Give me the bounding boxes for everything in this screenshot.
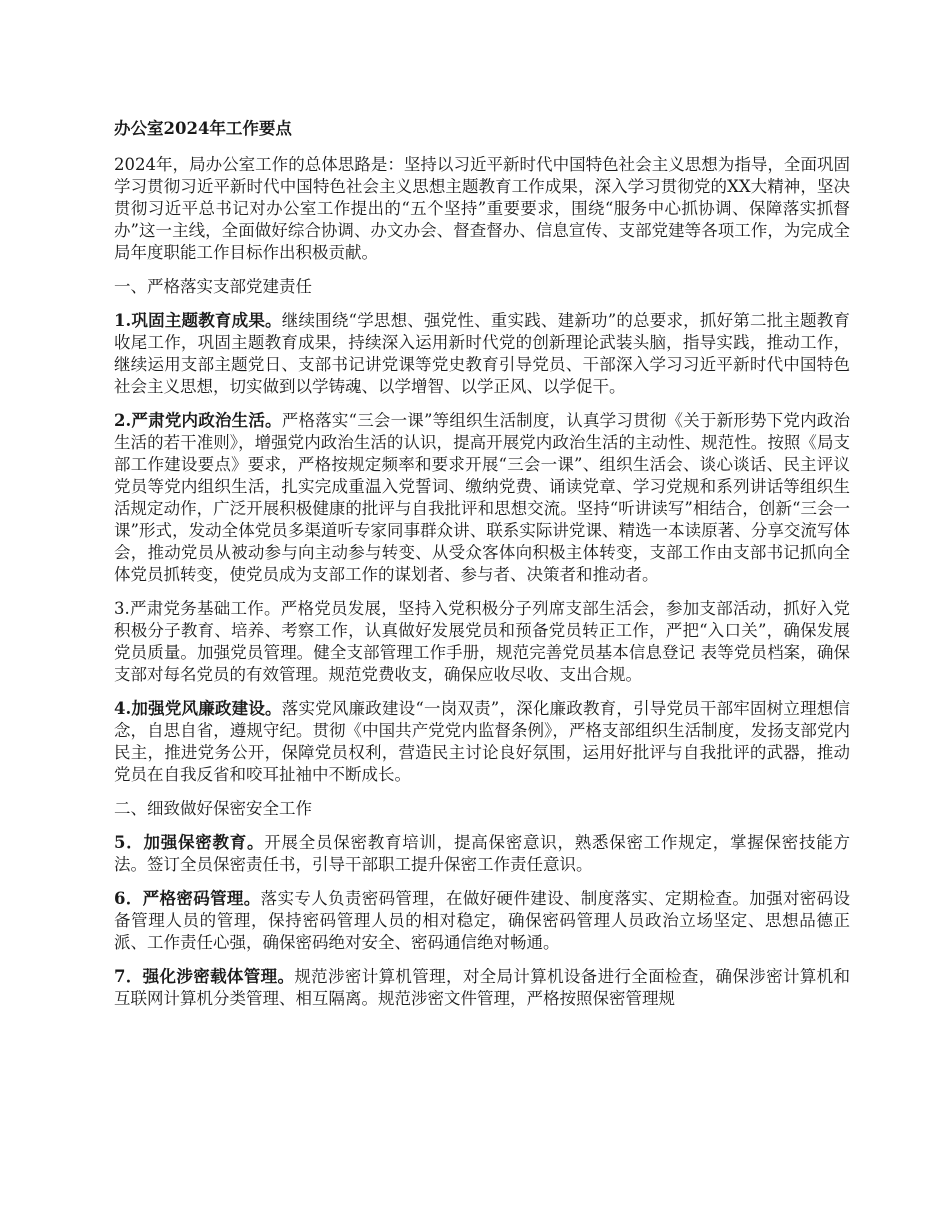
item-body-7: 规范涉密计算机管理，对全局计算机设备进行全面检查，确保涉密计算机和互联网计算机分类管理、相互隔离。规范涉密文件管理，严格按照保密管理规	[114, 967, 851, 1008]
item-lead-1: 1.巩固主题教育成果。	[114, 311, 282, 330]
item-body-6: 落实专人负责密码管理，在做好硬件建设、制度落实、定期检查。加强对密码设备管理人员的管理，保持密码管理人员的相对稳定，确保密码管理人员政治立场坚定、思想品德正派、工作责任心强，确保密码绝对安全、密码通信绝对畅通。	[114, 889, 850, 952]
item-lead-4: 4.加强党风廉政建设。	[114, 699, 282, 718]
item-body-3: 3.严肃党务基础工作。严格党员发展，坚持入党积极分子列席支部生活会，参加支部活动，抓好入党积极分子教育、培养、考察工作，认真做好发展党员和预备党员转正工作，严把“入口关”，确保发展党员质量。加强党员管理。健全支部管理工作手册，规范完善党员基本信息登记 表等党员档案，确保支部对每名党员的有效管理。规范党费收支，确保应收尽收、支出合规。	[114, 599, 850, 684]
item-paragraph-2	[114, 410, 850, 586]
item-body-4: 落实党风廉政建设“一岗双责”，深化廉政教育，引导党员干部牢固树立理想信念，自思自省，遵规守纪。贯彻《中国共产党党内监督条例》，严格支部组织生活制度，发扬支部党内民主，推进党务公开，保障党员权利，营造民主讨论良好氛围，运用好批评与自我批评的武器，推动党员在自我反省和咬耳扯袖中不断成长。	[114, 699, 850, 784]
item-paragraph-3	[114, 598, 850, 686]
item-paragraph-5	[114, 832, 850, 876]
item-body-1: 继续围绕“学思想、强党性、重实践、建新功”的总要求，抓好第二批主题教育收尾工作，巩固主题教育成果，持续深入运用新时代党的创新理论武装头脑，指导实践，推动工作，继续运用支部主题党日、支部书记讲党课等党史教育引导党员、干部深入学习习近平新时代中国特色社会主义思想，切实做到以学铸魂、以学增智、以学正风、以学促干。	[114, 311, 850, 396]
item-paragraph-4	[114, 698, 850, 786]
document-title: 办公室2024年工作要点	[114, 119, 292, 138]
item-lead-6: 6．严格密码管理。	[114, 889, 261, 908]
item-paragraph-1	[114, 310, 850, 398]
section-heading-party-building: 一、严格落实支部党建责任	[114, 277, 312, 296]
document-page	[114, 118, 850, 1022]
item-paragraph-6	[114, 888, 850, 954]
intro-paragraph: 2024年，局办公室工作的总体思路是：坚持以习近平新时代中国特色社会主义思想为指导，全面巩固学习贯彻习近平新时代中国特色社会主义思想主题教育工作成果，深入学习贯彻党的XX大精神，坚决贯彻习近平总书记对办公室工作提出的“五个坚持”重要要求，围绕“服务中心抓协调、保障落实抓督办”这一主线，全面做好综合协调、办文办会、督查督办、信息宣传、支部党建等各项工作，为完成全局年度职能工作目标作出积极贡献。	[114, 155, 850, 262]
item-paragraph-7	[114, 966, 850, 1010]
item-body-5: 开展全员保密教育培训，提高保密意识，熟悉保密工作规定，掌握保密技能方法。签订全员保密责任书，引导干部职工提升保密工作责任意识。	[114, 833, 850, 874]
item-lead-2: 2.严肃党内政治生活。	[114, 411, 282, 430]
section-heading-security: 二、细致做好保密安全工作	[114, 799, 312, 818]
item-body-2: 严格落实“三会一课”等组织生活制度，认真学习贯彻《关于新形势下党内政治生活的若干准则》，增强党内政治生活的认识，提高开展党内政治生活的主动性、规范性。按照《局支部工作建设要点》要求，严格按规定频率和要求开展“三会一课”、组织生活会、谈心谈话、民主评议党员等党内组织生活，扎实完成重温入党誓词、缴纳党费、诵读党章、学习党规和系列讲话等组织生活规定动作，广泛开展积极健康的批评与自我批评和思想交流。坚持“听讲读写”相结合，创新“三会一课”形式，发动全体党员多渠道听专家同事群众讲、联系实际讲党课、精选一本读原著、分享交流写体会，推动党员从被动参与向主动参与转变、从受众客体向积极主体转变，支部工作由支部书记抓向全体党员抓转变，使党员成为支部工作的谋划者、参与者、决策者和推动者。	[114, 411, 850, 584]
item-lead-5: 5．加强保密教育。	[114, 833, 265, 852]
item-lead-7: 7．强化涉密载体管理。	[114, 967, 295, 986]
